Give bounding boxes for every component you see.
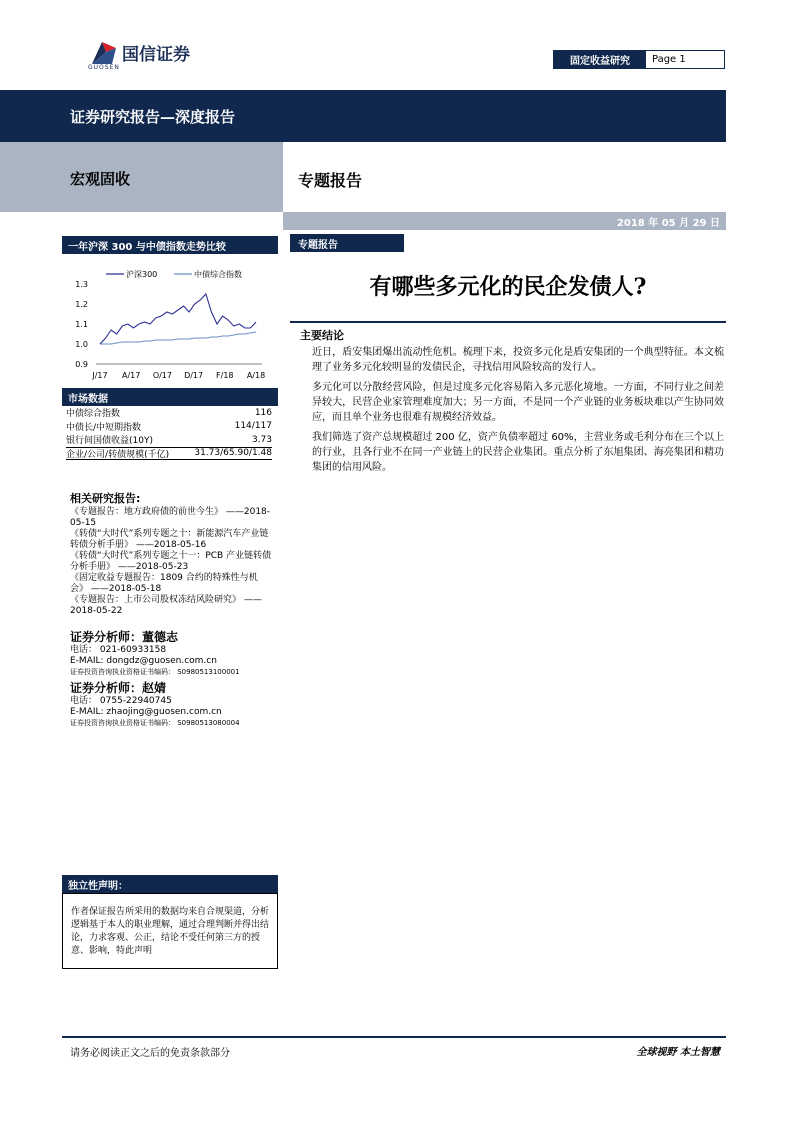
legend-bond-label: 中债综合指数 <box>194 270 242 279</box>
x-tick-label: J/17 <box>92 371 108 380</box>
analyst-cert: 证券投资咨询执业资格证书编码： S0980513080004 <box>70 719 240 727</box>
related-report-item: 《专题报告：地方政府债的前世今生》 ——2018-05-15 <box>70 507 271 528</box>
report-date: 2018 年 05 月 29 日 <box>616 218 720 229</box>
chart-box-title: 一年沪深 300 与中债指数走势比较 <box>62 236 278 254</box>
market-label: 银行间国债收益(10Y) <box>66 436 153 447</box>
date-bar <box>283 212 726 230</box>
analyst-block <box>70 628 275 728</box>
independence-title: 独立性声明： <box>62 875 278 893</box>
market-value: 3.73 <box>251 434 272 445</box>
market-value: 31.73/65.90/1.48 <box>194 448 272 459</box>
analyst-email: E-MAIL: dongdz@guosen.com.cn <box>70 656 217 666</box>
analyst-name: 证券分析师：董德志 <box>70 630 179 644</box>
footer-divider <box>62 1036 726 1038</box>
analyst-email: E-MAIL: zhaojing@guosen.com.cn <box>70 707 222 717</box>
footer-slogan: 全球视野 本土智慧 <box>636 1047 720 1058</box>
footer-disclaimer: 请务必阅读正文之后的免责条款部分 <box>70 1048 230 1059</box>
series-line-hs300 <box>100 294 256 344</box>
market-label: 中债长/中短期指数 <box>66 422 142 433</box>
band-title: 证券研究报告—深度报告 <box>70 108 236 126</box>
y-tick-label: 1.1 <box>75 320 88 329</box>
section-band <box>0 142 283 212</box>
related-report-item: 《专题报告：上市公司股权冻结风险研究》 ——2018-05-22 <box>70 595 262 616</box>
related-reports-title: 相关研究报告: <box>70 492 141 505</box>
market-value: 116 <box>254 407 272 418</box>
page-label: Page <box>652 54 677 65</box>
report-tag: 专题报告 <box>290 234 404 252</box>
x-tick-label: F/18 <box>216 371 234 380</box>
x-tick-label: A/18 <box>246 371 266 380</box>
related-report-item: 《固定收益专题报告：1809 合约的特殊性与机会》 ——2018-05-18 <box>70 573 258 594</box>
x-tick-label: A/17 <box>122 371 141 380</box>
report-type-box <box>553 50 725 69</box>
y-tick-label: 1.0 <box>75 340 88 349</box>
page-number: 1 <box>679 54 686 65</box>
analyst-name: 证券分析师：赵婧 <box>70 681 167 695</box>
analyst-phone: 电话： 0755-22940745 <box>70 696 172 706</box>
conclusion-paragraph: 我们筛选了资产总规模超过 200 亿，资产负债率超过 60%，主营业务或毛利分布在三个以上的行业，且各行业不在同一产业链上的民营企业集团。重点分析了东旭集团、海亮集团和精功集团的信用风险。 <box>312 432 724 473</box>
logo-text: 国信证券 <box>122 45 190 65</box>
market-label: 中债综合指数 <box>66 409 121 420</box>
y-tick-label: 1.2 <box>75 300 88 309</box>
related-reports <box>70 490 275 617</box>
guosen-logo-icon <box>88 38 118 66</box>
topic-title: 专题报告 <box>298 171 363 190</box>
market-label: 企业/公司/转债规模(千亿) <box>66 449 170 460</box>
logo-subtext: GUOSEN <box>88 64 120 71</box>
conclusion-paragraph: 多元化可以分散经营风险，但是过度多元化容易陷入多元恶化境地。一方面，不同行业之间差异较大，民营企业家管理难度加大；另一方面，不是同一个产业链的业务板块难以产生协同效应，而且单个业务也很难有规模经济效益。 <box>312 382 724 423</box>
section-title: 宏观固收 <box>70 170 131 188</box>
legend-hs300-label: 沪深300 <box>126 270 158 279</box>
report-type-label: 固定收益研究 <box>554 51 646 68</box>
conclusion-body <box>312 345 724 480</box>
header-band <box>0 90 726 142</box>
independence-statement: 作者保证报告所采用的数据均来自合规渠道，分析逻辑基于本人的职业理解，通过合理判断并得出结论，力求客观、公正，结论不受任何第三方的授意、影响，特此声明 <box>62 893 278 969</box>
conclusion-paragraph: 近日，盾安集团爆出流动性危机。梳理下来，投资多元化是盾安集团的一个典型特征。本文梳理了业务多元化较明显的发债民企，寻找信用风险较高的发行人。 <box>312 347 724 373</box>
conclusion-heading: 主要结论 <box>300 329 344 342</box>
analyst-cert: 证券投资咨询执业资格证书编码： S0980513100001 <box>70 668 240 676</box>
market-row <box>66 406 272 420</box>
x-tick-label: D/17 <box>184 371 204 380</box>
y-tick-label: 1.3 <box>75 280 88 289</box>
market-row <box>66 420 272 434</box>
page-indicator <box>646 51 686 68</box>
related-report-item: 《转债“大时代”系列专题之十一：PCB 产业链转债分析手册》 ——2018-05-23 <box>70 551 272 572</box>
analyst-phone: 电话： 021-60933158 <box>70 645 167 655</box>
market-data-table <box>66 406 272 460</box>
x-tick-label: O/17 <box>152 371 172 380</box>
market-row <box>66 433 272 447</box>
title-divider <box>290 321 726 323</box>
y-tick-label: 0.9 <box>75 360 88 369</box>
report-title: 有哪些多元化的民企发债人? <box>369 274 647 300</box>
market-data-title: 市场数据 <box>62 388 278 406</box>
related-report-item: 《转债“大时代”系列专题之十：新能源汽车产业链转债分析手册》 ——2018-05-16 <box>70 529 269 550</box>
index-comparison-chart <box>62 262 278 384</box>
series-line-bond <box>100 332 256 344</box>
market-row <box>66 447 272 461</box>
chart-legend <box>106 269 242 279</box>
market-value: 114/117 <box>234 421 272 432</box>
